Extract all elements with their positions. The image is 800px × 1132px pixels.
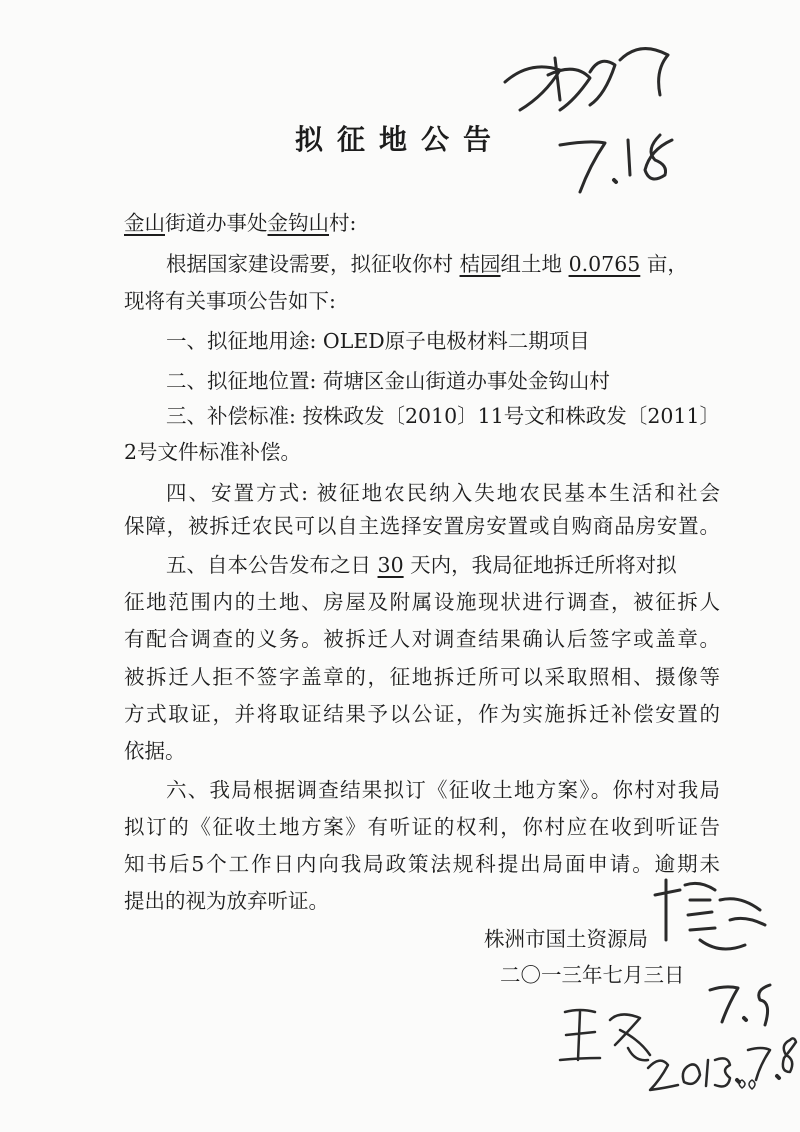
intro-text-2: 组土地 [500, 252, 563, 276]
item-5-line-2: 征地范围内的土地、房屋及附属设施现状进行调查，被征拆人 [124, 590, 720, 614]
intro-area: 0.0765 [568, 252, 641, 276]
intro-text-1: 根据国家建设需要，拟征收你村 [166, 252, 453, 276]
item-4-line-1: 四、安置方式: 被征地农民纳入失地农民基本生活和社会 [166, 481, 720, 505]
addressee-village: 金钩山 [267, 211, 329, 235]
item-1: 一、拟征地用途: OLED原子电极材料二期项目 [166, 329, 590, 353]
addressee-suffix: 村: [329, 211, 357, 235]
item-6-line-4: 提出的视为放弃听证。 [124, 889, 329, 913]
addressee-line [124, 208, 356, 238]
item-2: 二、拟征地位置: 荷塘区金山街道办事处金钩山村 [166, 369, 610, 393]
item-3-line-1: 三、补偿标准: 按株政发〔2010〕11号文和株政发〔2011〕 [166, 404, 720, 428]
item-3-line-2: 2号文件标准补偿。 [124, 440, 302, 464]
page-title: 拟征地公告 [294, 123, 505, 156]
addressee-town: 金山 [124, 211, 165, 235]
item-5-text-1: 五、自本公告发布之日 [166, 553, 371, 577]
handwritten-signature-bottom [560, 1010, 650, 1060]
handwritten-date-middle [710, 985, 770, 1025]
item-5-line-6: 依据。 [124, 739, 186, 763]
handwritten-date-bottom [648, 1038, 796, 1090]
item-5-text-2: 天内，我局征地拆迁所将对拟 [410, 553, 677, 577]
item-6-line-1: 六、我局根据调查结果拟订《征收土地方案》。你村对我局 [166, 778, 720, 802]
addressee-office: 街道办事处 [165, 211, 268, 235]
intro-group: 桔园 [459, 252, 501, 276]
handwritten-signature-top [505, 49, 668, 110]
intro-line-1 [166, 249, 688, 279]
intro-line-2: 现将有关事项公告如下: [124, 289, 336, 313]
handwritten-signature-middle [655, 880, 765, 949]
item-5-line-3: 有配合调查的义务。被拆迁人对调查结果确认后签字或盖章。 [124, 627, 720, 651]
issuer-name: 株洲市国土资源局 [484, 927, 648, 951]
handwritten-page-mark [739, 1080, 755, 1089]
item-5-line-4: 被拆迁人拒不签字盖章的，征地拆迁所可以采取照相、摄像等 [124, 665, 720, 689]
intro-text-3: 亩， [646, 252, 688, 276]
item-6-line-3: 知书后5个工作日内向我局政策法规科提出局面申请。逾期未 [124, 852, 720, 876]
item-5-line-1 [166, 550, 677, 580]
item-6-line-2: 拟订的《征收土地方案》有听证的权利，你村应在收到听证告 [124, 815, 720, 839]
issue-date: 二〇一三年七月三日 [500, 963, 685, 987]
item-5-line-5: 方式取证，并将取证结果予以公证，作为实施拆迁补偿安置的 [124, 702, 720, 726]
item-5-days: 30 [377, 553, 404, 577]
item-4-line-2: 保障，被拆迁农民可以自主选择安置房安置或自购商品房安置。 [124, 514, 720, 538]
